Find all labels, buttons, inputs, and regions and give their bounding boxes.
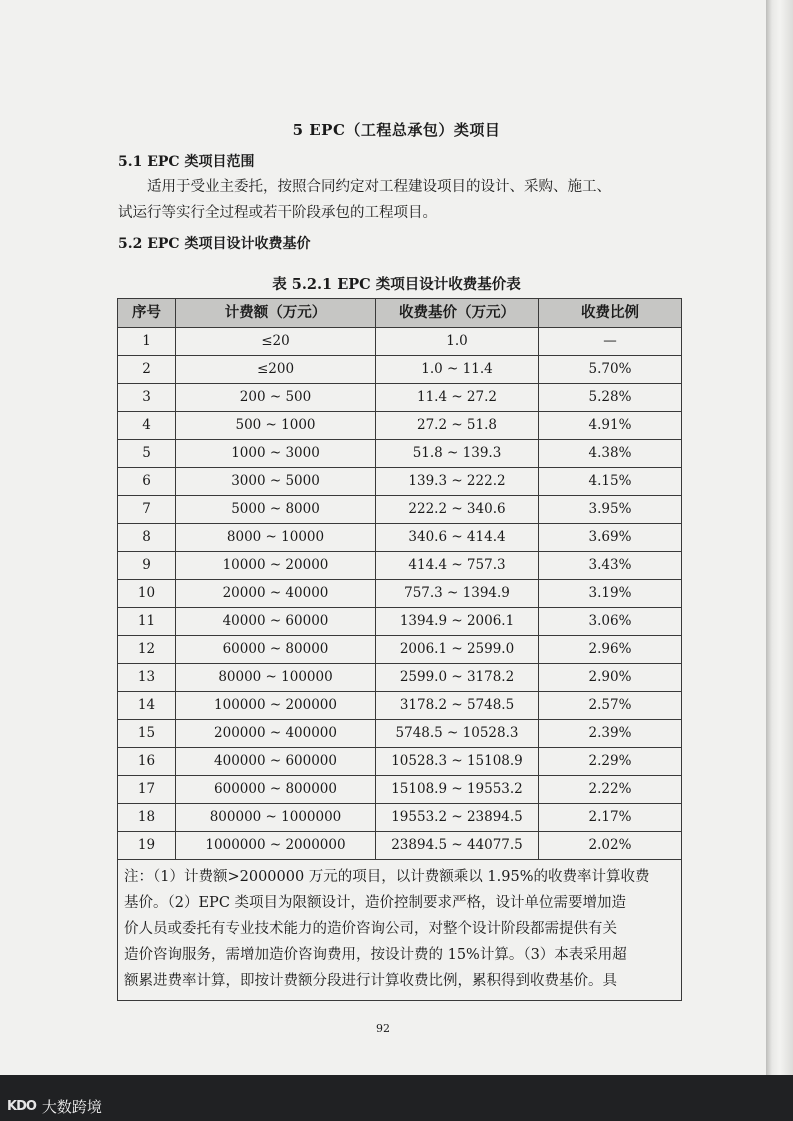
table-row — [118, 328, 682, 356]
cell-fee-ratio: 4.91% — [539, 412, 682, 440]
cell-fee-ratio: 2.39% — [539, 720, 682, 748]
chapter-heading: 5 EPC（工程总承包）类项目 — [292, 121, 501, 139]
cell-base-price: 10528.3 ~ 15108.9 — [376, 748, 539, 776]
cell-base-price: 5748.5 ~ 10528.3 — [376, 720, 539, 748]
table-row — [118, 356, 682, 384]
table-row — [118, 776, 682, 804]
note-line: 造价咨询服务，需增加造价咨询费用，按设计费的 15%计算。（3）本表采用超 — [124, 947, 627, 963]
cell-base-price: 23894.5 ~ 44077.5 — [376, 832, 539, 860]
table-row — [118, 468, 682, 496]
cell-fee-ratio: 2.96% — [539, 636, 682, 664]
cell-fee-ratio: 3.19% — [539, 580, 682, 608]
cell-base-price: 3178.2 ~ 5748.5 — [376, 692, 539, 720]
cell-fee-base: 1000 ~ 3000 — [176, 440, 376, 468]
cell-fee-ratio: 3.06% — [539, 608, 682, 636]
cell-base-price: 139.3 ~ 222.2 — [376, 468, 539, 496]
cell-index: 18 — [118, 804, 176, 832]
note-line: 额累进费率计算，即按计费额分段进行计算收费比例，累积得到收费基价。具 — [124, 973, 617, 989]
table-row — [118, 608, 682, 636]
cell-index: 16 — [118, 748, 176, 776]
cell-index: 6 — [118, 468, 176, 496]
table-row — [118, 720, 682, 748]
cell-index: 10 — [118, 580, 176, 608]
table-row — [118, 440, 682, 468]
cell-index: 7 — [118, 496, 176, 524]
cell-fee-base: 80000 ~ 100000 — [176, 664, 376, 692]
table-row — [118, 804, 682, 832]
cell-index: 3 — [118, 384, 176, 412]
cell-index: 12 — [118, 636, 176, 664]
cell-fee-ratio: 3.43% — [539, 552, 682, 580]
cell-fee-ratio: 2.90% — [539, 664, 682, 692]
cell-base-price: 1.0 ~ 11.4 — [376, 356, 539, 384]
cell-fee-base: 600000 ~ 800000 — [176, 776, 376, 804]
page-edge — [766, 0, 793, 1075]
cell-base-price: 19553.2 ~ 23894.5 — [376, 804, 539, 832]
cell-fee-base: 60000 ~ 80000 — [176, 636, 376, 664]
cell-fee-base: 1000000 ~ 2000000 — [176, 832, 376, 860]
col-header-fee-base: 计费额（万元） — [176, 299, 376, 328]
table-row — [118, 664, 682, 692]
cell-index: 9 — [118, 552, 176, 580]
table-row — [118, 832, 682, 860]
table-row — [118, 496, 682, 524]
cell-base-price: 15108.9 ~ 19553.2 — [376, 776, 539, 804]
cell-index: 17 — [118, 776, 176, 804]
cell-fee-ratio: 2.17% — [539, 804, 682, 832]
cell-base-price: 2006.1 ~ 2599.0 — [376, 636, 539, 664]
cell-fee-ratio: 2.22% — [539, 776, 682, 804]
cell-base-price: 222.2 ~ 340.6 — [376, 496, 539, 524]
table-body — [118, 328, 682, 860]
logo-mark-icon: KDO — [7, 1098, 36, 1114]
cell-index: 11 — [118, 608, 176, 636]
cell-fee-base: 500 ~ 1000 — [176, 412, 376, 440]
cell-fee-ratio: 2.57% — [539, 692, 682, 720]
cell-index: 15 — [118, 720, 176, 748]
fee-table — [117, 298, 682, 1001]
cell-fee-ratio: 4.15% — [539, 468, 682, 496]
cell-fee-base: 40000 ~ 60000 — [176, 608, 376, 636]
table-caption: 表 5.2.1 EPC 类项目设计收费基价表 — [272, 276, 521, 293]
cell-base-price: 2599.0 ~ 3178.2 — [376, 664, 539, 692]
table-row — [118, 692, 682, 720]
cell-fee-ratio: 3.69% — [539, 524, 682, 552]
table-header-row — [118, 299, 682, 328]
footer-bar — [0, 1075, 793, 1121]
cell-base-price: 414.4 ~ 757.3 — [376, 552, 539, 580]
cell-fee-ratio: — — [539, 328, 682, 356]
cell-fee-base: 10000 ~ 20000 — [176, 552, 376, 580]
cell-fee-base: 5000 ~ 8000 — [176, 496, 376, 524]
table-row — [118, 524, 682, 552]
col-header-base-price: 收费基价（万元） — [376, 299, 539, 328]
section-5-1-title: 5.1 EPC 类项目范围 — [118, 154, 255, 170]
page-number: 92 — [376, 1022, 390, 1035]
cell-base-price: 11.4 ~ 27.2 — [376, 384, 539, 412]
table-row — [118, 636, 682, 664]
cell-fee-ratio: 2.02% — [539, 832, 682, 860]
logo-text: 大数跨境 — [41, 1097, 102, 1116]
cell-base-price: 27.2 ~ 51.8 — [376, 412, 539, 440]
cell-fee-base: 3000 ~ 5000 — [176, 468, 376, 496]
table-row — [118, 384, 682, 412]
cell-index: 4 — [118, 412, 176, 440]
note-line: 注：（1）计费额>2000000 万元的项目，以计费额乘以 1.95%的收费率计算收费 — [124, 869, 650, 885]
cell-base-price: 340.6 ~ 414.4 — [376, 524, 539, 552]
cell-base-price: 757.3 ~ 1394.9 — [376, 580, 539, 608]
cell-fee-ratio: 4.38% — [539, 440, 682, 468]
watermark-logo — [7, 1094, 102, 1118]
cell-base-price: 1394.9 ~ 2006.1 — [376, 608, 539, 636]
body-line: 试运行等实行全过程或若干阶段承包的工程项目。 — [118, 205, 437, 221]
body-line: 适用于受业主委托，按照合同约定对工程建设项目的设计、采购、施工、 — [147, 179, 611, 195]
table-row — [118, 580, 682, 608]
cell-index: 14 — [118, 692, 176, 720]
cell-fee-ratio: 5.28% — [539, 384, 682, 412]
section-5-1-body — [118, 174, 684, 226]
note-line: 价人员或委托有专业技术能力的造价咨询公司，对整个设计阶段都需提供有关 — [124, 921, 617, 937]
table-row — [118, 748, 682, 776]
cell-fee-base: 200 ~ 500 — [176, 384, 376, 412]
table-note — [118, 860, 682, 1001]
cell-index: 1 — [118, 328, 176, 356]
cell-fee-base: 20000 ~ 40000 — [176, 580, 376, 608]
cell-fee-base: ≤20 — [176, 328, 376, 356]
cell-index: 13 — [118, 664, 176, 692]
col-header-fee-ratio: 收费比例 — [539, 299, 682, 328]
table-row — [118, 412, 682, 440]
note-line: 基价。（2）EPC 类项目为限额设计，造价控制要求严格，设计单位需要增加造 — [124, 895, 627, 911]
cell-index: 19 — [118, 832, 176, 860]
table-note-row — [118, 860, 682, 1001]
section-5-2-title: 5.2 EPC 类项目设计收费基价 — [118, 236, 311, 252]
cell-index: 8 — [118, 524, 176, 552]
cell-fee-ratio: 2.29% — [539, 748, 682, 776]
cell-fee-base: 800000 ~ 1000000 — [176, 804, 376, 832]
cell-fee-ratio: 3.95% — [539, 496, 682, 524]
cell-fee-base: 8000 ~ 10000 — [176, 524, 376, 552]
cell-fee-base: 400000 ~ 600000 — [176, 748, 376, 776]
table-row — [118, 552, 682, 580]
cell-fee-base: ≤200 — [176, 356, 376, 384]
col-header-index: 序号 — [118, 299, 176, 328]
cell-fee-base: 200000 ~ 400000 — [176, 720, 376, 748]
cell-index: 2 — [118, 356, 176, 384]
cell-fee-base: 100000 ~ 200000 — [176, 692, 376, 720]
cell-index: 5 — [118, 440, 176, 468]
cell-base-price: 1.0 — [376, 328, 539, 356]
cell-fee-ratio: 5.70% — [539, 356, 682, 384]
cell-base-price: 51.8 ~ 139.3 — [376, 440, 539, 468]
